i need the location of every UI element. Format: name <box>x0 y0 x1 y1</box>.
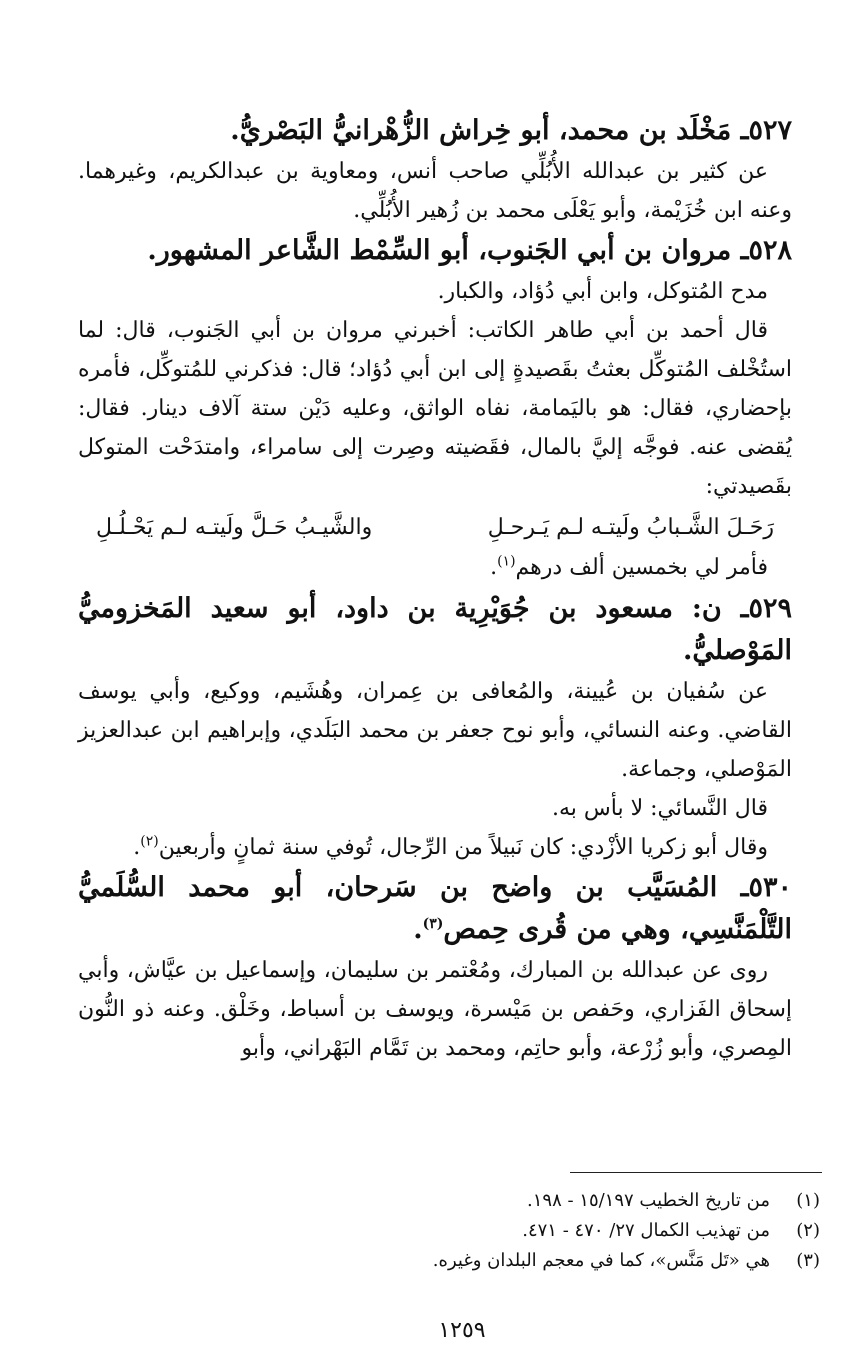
footnote-2-number: (٢) <box>796 1220 820 1241</box>
entry-529-paragraph-1: عن سُفيان بن عُيينة، والمُعافى بن عِمران، وهُشَيم، ووكيع، وأبي يوسف القاضي. وعنه النسائي، وأبو نوح جعفر بن محمد البَلَدي، وإبراهيم ابن عبدالعزيز المَوْصلي، وجماعة. <box>78 679 792 782</box>
poem-hemistich-left: والشَّيـبُ حَـلَّ ولَيتـه لـم يَحْـلُـلِ <box>96 515 373 540</box>
entry-529-paragraph-2: قال النَّسائي: لا بأس به. <box>552 796 768 821</box>
entry-529-last-end: . <box>133 835 141 860</box>
footnote-ref-3: (٣) <box>422 916 444 932</box>
footnote-1 <box>50 1186 820 1216</box>
entry-527-paragraph: عن كثير بن عبدالله الأُبُلِّي صاحب أنس، ومعاوية بن عبدالكريم، وغيرهما. وعنه ابن خُزَيْمة، وأبو يَعْلَى محمد بن زُهير الأُبُلِّي. <box>78 159 792 223</box>
main-text <box>78 110 792 1068</box>
entry-530-paragraph: روى عن عبدالله بن المبارك، ومُعْتمر بن سليمان، وإسماعيل بن عيَّاش، وأبي إسحاق الفَزاري، وحَفص بن مَيْسرة، ويوسف بن أسباط، وخَلْق. وعنه ذو النُّون المِصري، وأبو زُرْعة، وأبو حاتِم، ومحمد بن تَمَّام البَهْراني، وأبو <box>78 958 792 1061</box>
after-poem-text: فأمر لي بخمسين ألف درهم <box>515 555 768 580</box>
page-number: ١٢٥٩ <box>438 1318 486 1343</box>
poem-verse <box>78 508 792 548</box>
footnote-2 <box>50 1216 820 1246</box>
entry-title-530-text: ٥٣٠ـ المُسَيَّب بن واضح بن سَرحان، أبو محمد السُّلَميُّ التَّلْمَنَّسِي، وهي من قُرى حِمص <box>78 872 792 945</box>
footnote-ref-1: (١) <box>497 553 516 570</box>
footnote-2-text: من تهذيب الكمال ٢٧/ ٤٧٠ - ٤٧١. <box>522 1220 770 1241</box>
footnote-ref-2: (٢) <box>140 833 159 850</box>
entry-528-paragraph-1: مدح المُتوكل، وابن أبي دُؤاد، والكبار. <box>437 279 768 304</box>
entry-529-paragraph-3 <box>78 828 792 867</box>
entry-title-530 <box>78 867 792 951</box>
entry-title-530-end: . <box>413 914 423 945</box>
entry-529-last-text: وقال أبو زكريا الأزْدي: كان نَبيلاً من الرِّجال، تُوفي سنة ثمانٍ وأربعين <box>158 835 768 860</box>
after-poem-end: . <box>490 555 498 580</box>
footnote-3 <box>50 1246 820 1276</box>
footnote-3-number: (٣) <box>796 1250 820 1271</box>
entry-528-after-poem <box>78 548 792 588</box>
entry-title-528: ٥٢٨ـ مروان بن أبي الجَنوب، أبو السِّمْط الشَّاعر المشهور. <box>147 235 792 266</box>
footnote-separator <box>570 1172 822 1173</box>
entry-title-527: ٥٢٧ـ مَخْلَد بن محمد، أبو خِراش الزُّهْرانيُّ البَصْريُّ. <box>230 115 792 146</box>
footnote-1-number: (١) <box>796 1190 820 1211</box>
entry-528-paragraph-2: قال أحمد بن أبي طاهر الكاتب: أخبرني مروان بن أبي الجَنوب، قال: لما استُخْلف المُتوكِّل بعثتُ بقَصيدةٍ إلى ابن أبي دُؤاد؛ قال: فذكرني للمُتوكِّل، فأمره بإحضاري، فقال: هو باليَمامة، نفاه الواثق، وعليه دَيْن ستة آلاف دينار. فقال: يُقضى عنه. فوجَّه إليَّ بالمال، فقَضيته وصِرت إلى سامراء، وامتدَحْت المتوكل بقَصيدتي: <box>78 318 792 499</box>
footnotes <box>50 1186 820 1276</box>
footnote-1-text: من تاريخ الخطيب ١٥/١٩٧ - ١٩٨. <box>527 1190 770 1211</box>
footnote-3-text: هي «تَل مَنَّس»، كما في معجم البلدان وغيره. <box>432 1250 770 1271</box>
poem-hemistich-right: رَحَـلَ الشَّـبابُ ولَيتـه لـم يَـرحـلِ <box>487 515 774 540</box>
entry-title-529: ٥٢٩ـ ن: مسعود بن جُوَيْرِية بن داود، أبو سعيد المَخزوميُّ المَوْصليُّ. <box>78 593 792 666</box>
